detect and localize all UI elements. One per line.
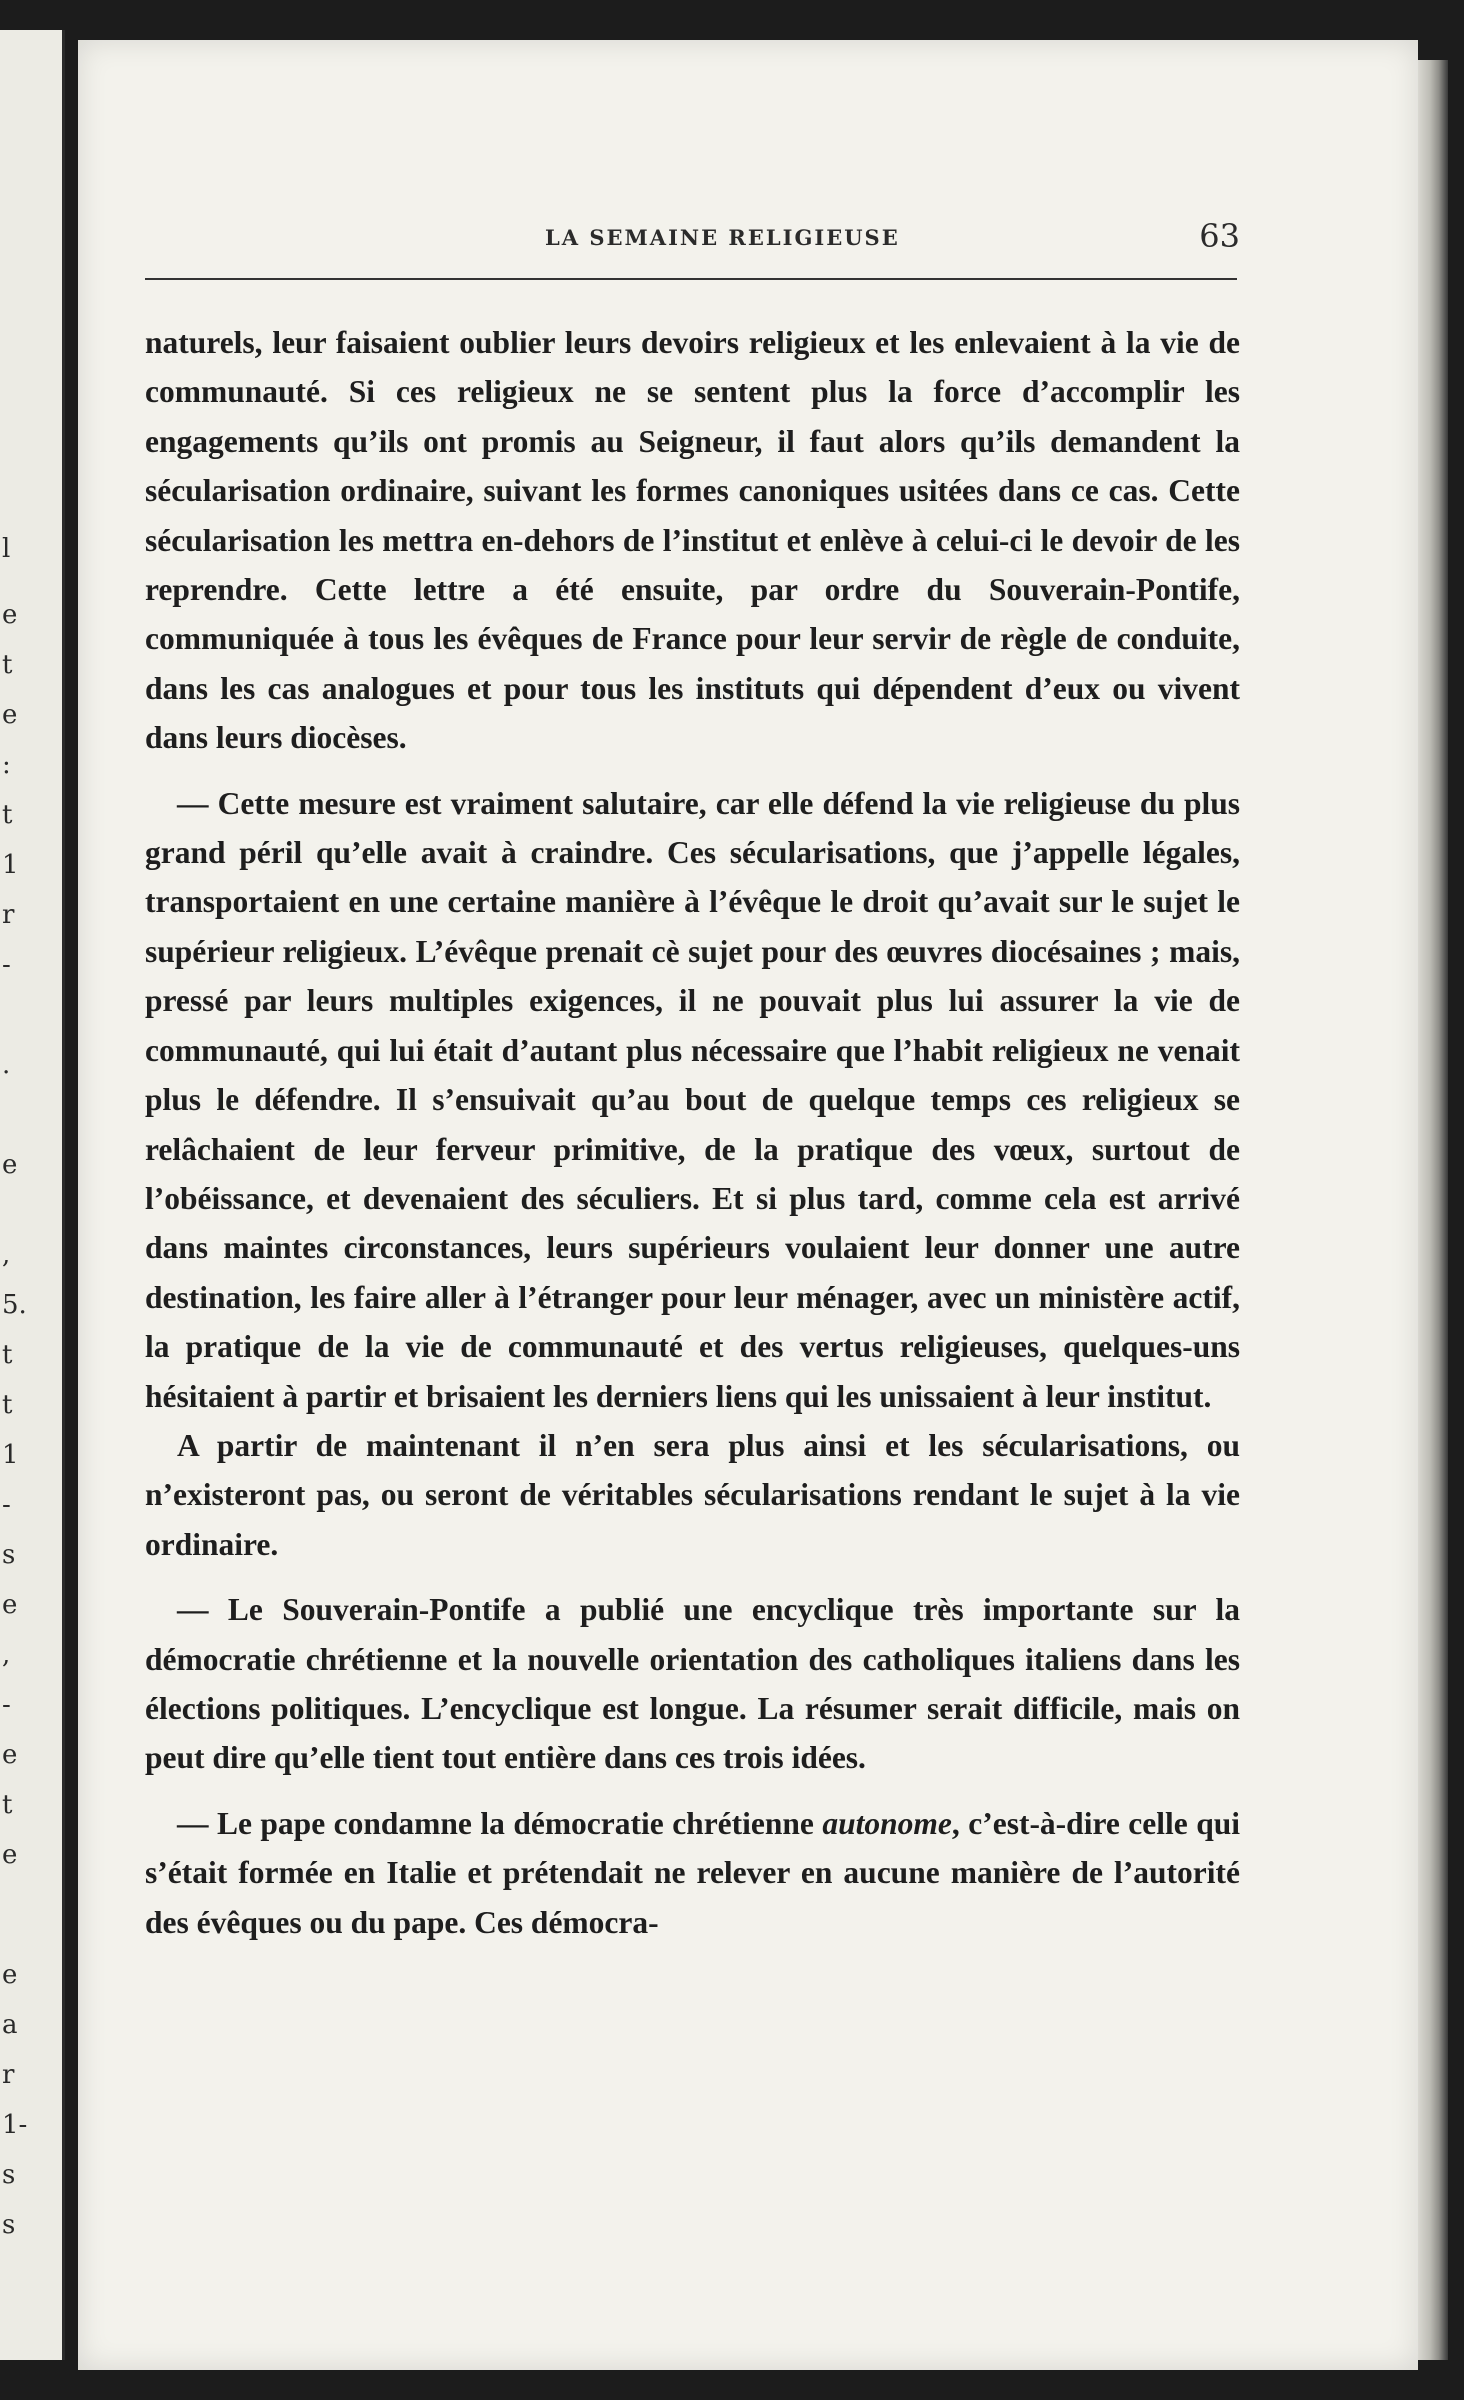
margin-fragment: 1 [2, 850, 19, 880]
margin-fragment: e [2, 1590, 18, 1620]
margin-fragment: l [2, 534, 11, 564]
margin-fragment: - [2, 1690, 11, 1720]
margin-fragment: , [2, 1640, 11, 1670]
margin-fragment: 1 [2, 1440, 19, 1470]
margin-fragment: - [2, 950, 11, 980]
page-number: 63 [1199, 217, 1240, 255]
margin-fragment: 1- [2, 2110, 28, 2140]
margin-fragment: s [2, 2210, 16, 2240]
margin-fragment: r [2, 2060, 15, 2090]
page-stack-edge [1418, 60, 1448, 2360]
margin-fragment: t [2, 1390, 13, 1420]
margin-fragment: r [2, 900, 15, 930]
margin-fragment: t [2, 1340, 13, 1370]
page-header [145, 213, 1240, 263]
margin-fragment: 5. [2, 1290, 27, 1320]
margin-fragment: s [2, 2160, 16, 2190]
margin-fragment: s [2, 1540, 16, 1570]
margin-fragment: - [2, 1490, 11, 1520]
paragraph: — Le Souverain-Pontife a publié une encyclique très importante sur la démocratie chrétienne et la nouvelle orientation des catholiques italiens dans les élections politiques. L’encyclique est longue. La résumer serait difficile, mais on peut dire qu’elle tient tout entière dans ces trois idées. [145, 1592, 1240, 1776]
paragraph-text: — Le pape condamne la démocratie chrétienne [177, 1805, 823, 1841]
header-rule [145, 278, 1237, 280]
margin-fragment: . [2, 1050, 11, 1080]
margin-fragment: e [2, 1960, 18, 1990]
facing-page-edge [0, 30, 65, 2360]
margin-fragment: t [2, 650, 13, 680]
margin-fragment: t [2, 1790, 13, 1820]
paragraph [145, 1799, 1240, 1947]
paragraph-text: , c’est-à-dire celle qui s’était formée en Italie et prétendait ne relever en aucune manière de l’autorité des évêques ou du pape. Ces démocra- [145, 1805, 1240, 1940]
paragraph: naturels, leur faisaient oublier leurs devoirs religieux et les enlevaient à la vie de communauté. Si ces religieux ne se sentent plus la force d’accomplir les engagements qu’ils ont promis au Seigneur, il faut alors qu’ils demandent la sécularisation ordinaire, suivant les formes canoniques usitées dans ce cas. Cette sécularisation les mettra en-dehors de l’institut et enlève à celui-ci le devoir de les reprendre. Cette lettre a été ensuite, par ordre du Souverain-Pontife, communiquée à tous les évêques de France pour leur servir de règle de conduite, dans les cas analogues et pour tous les instituts qui dépendent d’eux ou vivent dans leurs diocèses. [145, 325, 1240, 756]
paragraph: A partir de maintenant il n’en sera plus ainsi et les sécularisations, ou n’existeront pas, ou seront de véritables sécularisations rendant le sujet à la vie ordinaire. [145, 1427, 1240, 1562]
margin-fragment: e [2, 700, 18, 730]
margin-fragment: e [2, 1840, 18, 1870]
margin-fragment: a [2, 2010, 18, 2040]
margin-fragment: , [2, 1240, 11, 1270]
margin-fragment: e [2, 1740, 18, 1770]
italic-term: autonome [822, 1805, 952, 1841]
running-title: LA SEMAINE RELIGIEUSE [545, 225, 900, 250]
margin-fragment: : [2, 750, 11, 780]
paragraph: — Cette mesure est vraiment salutaire, car elle défend la vie religieuse du plus grand péril qu’elle avait à craindre. Ces sécularisations, que j’appelle légales, transportaient en une certaine manière à l’évêque le droit qu’avait sur le sujet le supérieur religieux. L’évêque prenait cè sujet pour des œuvres diocésaines ; mais, pressé par leurs multiples exigences, il ne pouvait plus lui assurer la vie de communauté, qui lui était d’autant plus nécessaire que l’habit religieux ne venait plus le défendre. Il s’ensuivait qu’au bout de quelque temps ces religieux se relâchaient de leur ferveur primitive, de la pratique des vœux, surtout de l’obéissance, et devenaient des séculiers. Et si plus tard, comme cela est arrivé dans maintes circonstances, leurs supérieurs voulaient leur donner une autre destination, les faire aller à l’étranger pour leur ménager, avec un ministère actif, la pratique de la vie de communauté et des vertus religieuses, quelques-uns hésitaient à partir et brisaient les derniers liens qui les unissaient à leur institut. [145, 785, 1240, 1414]
body-text [145, 318, 1240, 1947]
margin-fragment: e [2, 600, 18, 630]
margin-fragment: e [2, 1150, 18, 1180]
margin-fragment: t [2, 800, 13, 830]
